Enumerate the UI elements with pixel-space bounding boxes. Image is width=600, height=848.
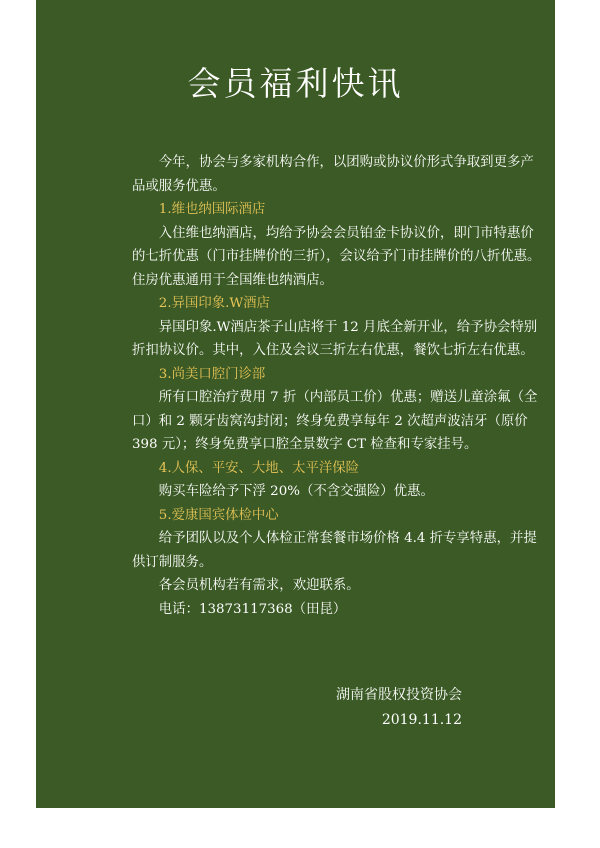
signature-date: 2019.11.12 — [381, 712, 462, 728]
section-heading-dental-clinic: 3.尚美口腔门诊部 — [158, 366, 266, 382]
section-heading-health-check: 5.爱康国宾体检中心 — [158, 507, 279, 523]
section-body-insurance: 购买车险给予下浮 20%（不含交强险）优惠。 — [158, 484, 434, 499]
signature-block — [336, 683, 462, 733]
section-body-vienna-hotel: 入住维也纳酒店，均给予协会会员铂金卡协议价，即门市特惠价的七折优惠（门市挂牌价的三折），会议给予门市挂牌价的八折优惠。住房优惠通用于全国维也纳酒店。 — [132, 225, 541, 288]
section-heading-w-hotel: 2.异国印象.W酒店 — [158, 296, 270, 311]
contact-phone: 电话：13873117368（田昆） — [158, 601, 347, 617]
notice-content — [132, 151, 544, 621]
section-body-health-check: 给予团队以及个人体检正常套餐市场价格 4.4 折专享特惠，并提供订制服务。 — [132, 531, 537, 570]
section-body-w-hotel: 异国印象.W酒店茶子山店将于 12 月底全新开业，给予协会特别折扣协议价。其中，入住及会议三折左右优惠，餐饮七折左右优惠。 — [132, 319, 538, 358]
notice-panel — [36, 0, 555, 808]
signature-org: 湖南省股权投资协会 — [336, 687, 462, 703]
section-heading-vienna-hotel: 1.维也纳国际酒店 — [158, 202, 266, 217]
closing-text: 各会员机构若有需求，欢迎联系。 — [158, 578, 360, 593]
page-title: 会员福利快讯 — [187, 64, 404, 103]
section-heading-insurance: 4.人保、平安、大地、太平洋保险 — [158, 460, 360, 476]
intro-paragraph: 今年，协会与多家机构合作，以团购或协议价形式争取到更多产品或服务优惠。 — [132, 155, 534, 194]
section-body-dental-clinic: 所有口腔治疗费用 7 折（内部员工价）优惠；赠送儿童涂氟（全口）和 2 颗牙齿窝沟封闭；终身免费享每年 2 次超声波洁牙（原价 398 元）；终身免费享口腔全景数字 CT 检查和专家挂号。 — [132, 390, 538, 452]
